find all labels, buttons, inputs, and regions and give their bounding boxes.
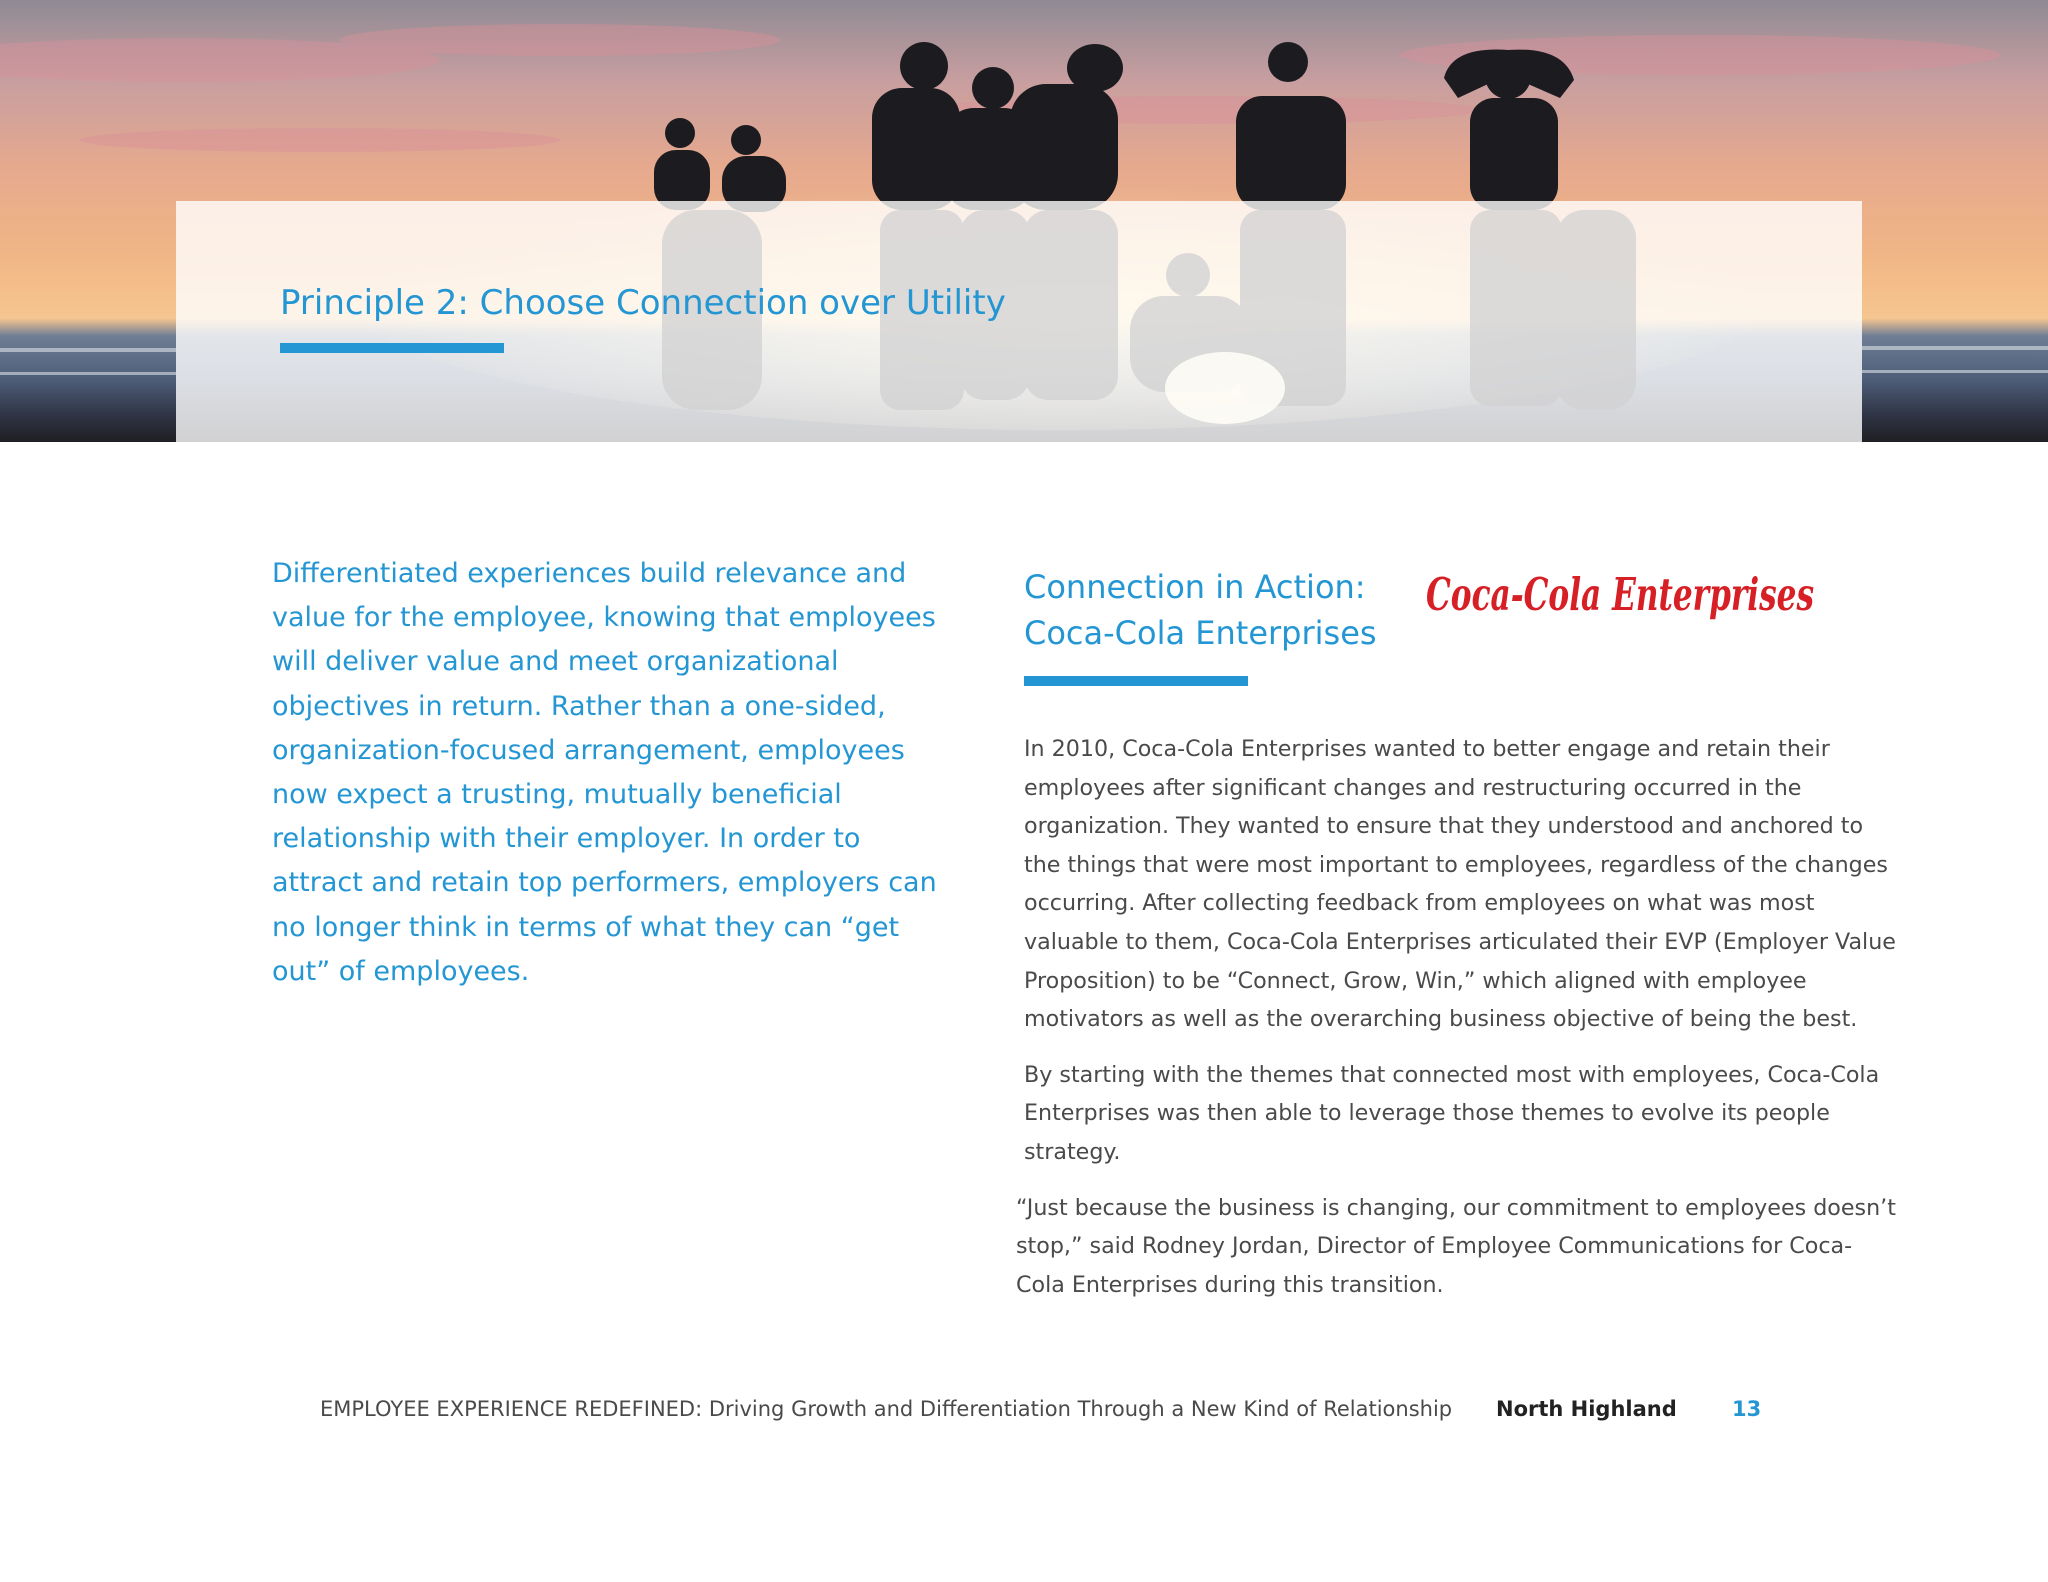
coca-cola-enterprises-logo bbox=[1420, 548, 1820, 638]
lead-paragraph: Differentiated experiences build relevance and value for the employee, knowing that employees will deliver value and meet organizational objectives in return. Rather than a one-sided, organization-focused arrangement, employees now expect a trusting, mutually beneficial relationship with their employer. In order to attract and retain top performers, employers can no longer think in terms of what they can “get out” of employees. bbox=[272, 558, 937, 987]
principle-title: Principle 2: Choose Connection over Utility bbox=[280, 283, 1006, 323]
logo-lettering: Coca-Cola Enterprises bbox=[1426, 568, 1814, 621]
case-title-underline bbox=[1024, 676, 1248, 686]
case-study-body bbox=[1016, 730, 1896, 1321]
case-study-title bbox=[1024, 564, 1377, 656]
case-paragraph-quote: “Just because the business is changing, our commitment to employees doesn’t stop,” said Rodney Jordan, Director of Employee Communications for Coca-Cola Enterprises during this transition. bbox=[1016, 1194, 1896, 1298]
case-paragraph-1: In 2010, Coca-Cola Enterprises wanted to better engage and retain their employees after significant changes and restructuring occurred in the organization. They wanted to ensure that they understood and anchored to the things that were most important to employees, regardless of the changes occurring. After collecting feedback from employees on what was most valuable to them, Coca-Cola Enterprises articulated their EVP (Employer Value Proposition) to be “Connect, Grow, Win,” which aligned with employee motivators as well as the overarching business objective of being the best. bbox=[1024, 736, 1896, 1033]
case-title-line-1: Connection in Action: bbox=[1024, 568, 1366, 606]
title-underline bbox=[280, 343, 504, 353]
footer-document-title: EMPLOYEE EXPERIENCE REDEFINED: Driving Growth and Differentiation Through a New Kind of Relationship bbox=[320, 1397, 1453, 1421]
page-number: 13 bbox=[1732, 1397, 1762, 1421]
case-paragraph-2: By starting with the themes that connected most with employees, Coca-Cola Enterprises was then able to leverage those themes to evolve its people strategy. bbox=[1024, 1061, 1880, 1165]
case-title-line-2: Coca-Cola Enterprises bbox=[1024, 614, 1377, 652]
footer-brand: North Highland bbox=[1496, 1397, 1677, 1421]
